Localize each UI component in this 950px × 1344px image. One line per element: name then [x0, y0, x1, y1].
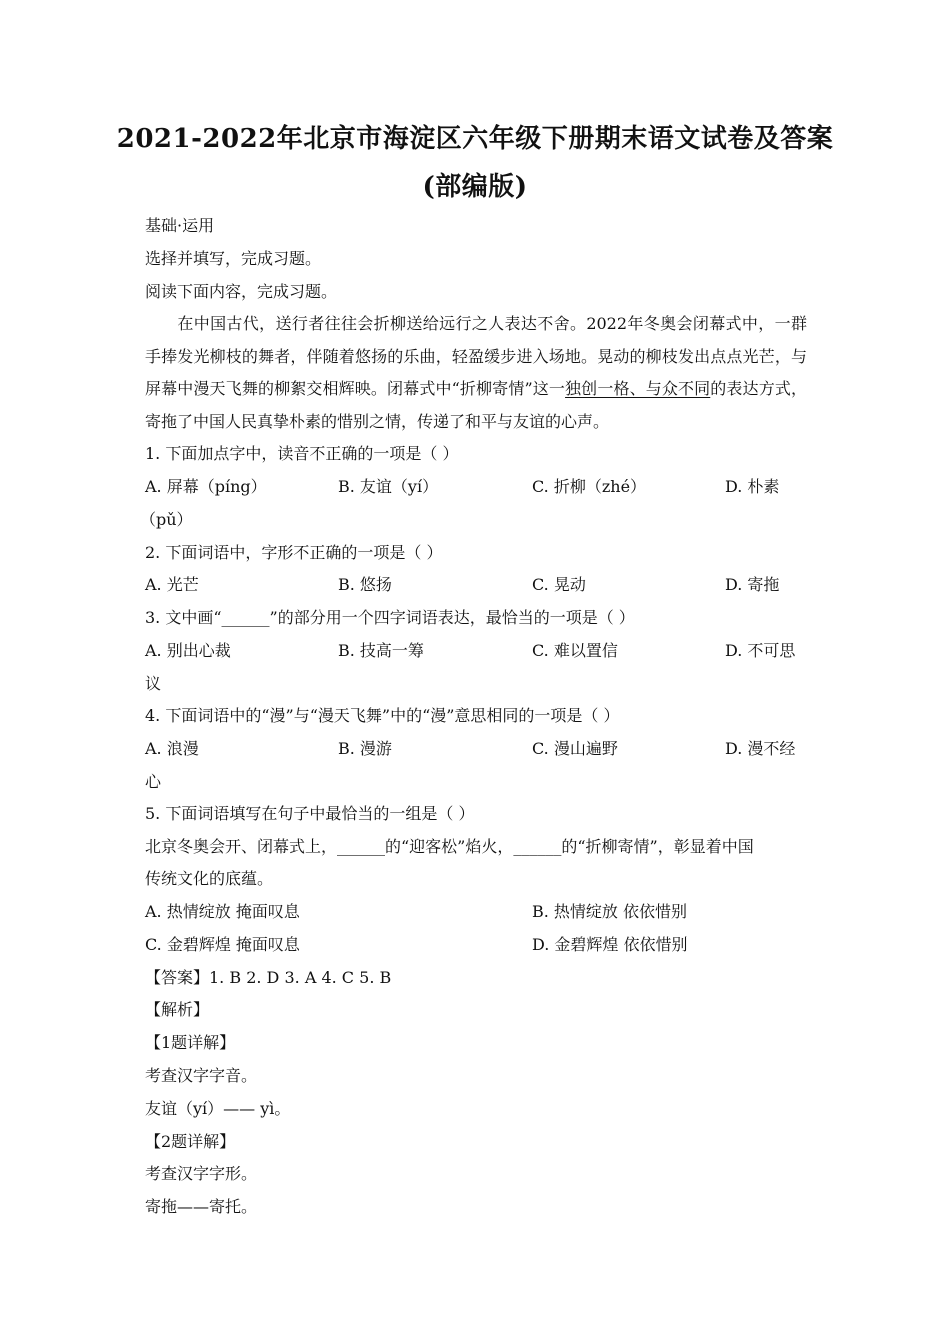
detail-1-correction: 友谊（yí）—— yì。	[145, 1099, 291, 1118]
analysis-heading: 【解析】	[145, 1000, 210, 1019]
question-4-option-b: B. 漫游	[338, 739, 392, 758]
question-5-option-c: C. 金碧辉煌 掩面叹息	[145, 935, 300, 954]
question-1-option-d: D. 朴素	[725, 477, 780, 496]
question-4-option-c: C. 漫山遍野	[532, 739, 618, 758]
question-4-option-d-continued: 心	[145, 772, 162, 791]
question-4-option-a: A. 浪漫	[145, 739, 199, 758]
question-1-stem: 1. 下面加点字中，读音不正确的一项是（ ）	[145, 444, 459, 463]
question-2-option-a: A. 光芒	[145, 575, 199, 594]
question-3-stem: 3. 文中画“______”的部分用一个四字词语表达，最恰当的一项是（ ）	[145, 608, 635, 627]
question-5-option-d: D. 金碧辉煌 依依惜别	[532, 935, 688, 954]
passage-text: 在中国古代，送行者往往会折柳送给远行之人表达不舍。2022年冬奥会闭幕式中，一群手捧发光柳枝的舞者，伴随着悠扬的乐曲，轻盈缓步进入场地。晃动的柳枝发出点点光芒，与屏幕中漫天飞舞的柳絮交相辉映。闭幕式中“折柳寄情”这一	[145, 314, 807, 398]
instruction-1: 选择并填写，完成习题。	[145, 249, 322, 268]
question-5-sentence: 北京冬奥会开、闭幕式上，______的“迎客松”焰火，______的“折柳寄情”，彰显着中国	[145, 837, 754, 856]
question-2-option-b: B. 悠扬	[338, 575, 392, 594]
question-3-option-b: B. 技高一筹	[338, 641, 424, 660]
question-1-option-b: B. 友谊（yí）	[338, 477, 439, 496]
question-4-option-d: D. 漫不经	[725, 739, 796, 758]
question-3-option-a: A. 别出心裁	[145, 641, 231, 660]
detail-2-correction: 寄拖——寄托。	[145, 1197, 258, 1216]
passage-text-end: 的表达方式，寄拖了中国人民真挚朴素的惜别之情，传递了和平与友谊的心声。	[145, 379, 807, 431]
reading-passage	[145, 308, 807, 438]
document-title: 2021-2022年北京市海淀区六年级下册期末语文试卷及答案	[116, 124, 834, 154]
section-heading: 基础·运用	[145, 216, 215, 235]
instruction-2: 阅读下面内容，完成习题。	[145, 282, 338, 301]
question-5-sentence-end: 传统文化的底蕴。	[145, 869, 274, 888]
question-5-option-a: A. 热情绽放 掩面叹息	[145, 902, 300, 921]
question-4-stem: 4. 下面词语中的“漫”与“漫天飞舞”中的“漫”意思相同的一项是（ ）	[145, 706, 620, 725]
detail-1-text: 考查汉字字音。	[145, 1066, 258, 1085]
detail-2-heading: 【2题详解】	[145, 1132, 236, 1151]
detail-2-text: 考查汉字字形。	[145, 1164, 258, 1183]
question-1-option-c: C. 折柳（zhé）	[532, 477, 647, 496]
question-1-option-a: A. 屏幕（píng）	[145, 477, 267, 496]
question-2-stem: 2. 下面词语中，字形不正确的一项是（ ）	[145, 543, 443, 562]
question-3-option-d: D. 不可思	[725, 641, 796, 660]
question-1-option-d-continued: （pǔ）	[140, 510, 193, 529]
question-2-option-d: D. 寄拖	[725, 575, 780, 594]
question-2-option-c: C. 晃动	[532, 575, 586, 594]
question-3-option-d-continued: 议	[145, 674, 162, 693]
document-subtitle: (部编版)	[422, 172, 528, 202]
detail-1-heading: 【1题详解】	[145, 1033, 236, 1052]
question-5-option-b: B. 热情绽放 依依惜别	[532, 902, 688, 921]
question-3-option-c: C. 难以置信	[532, 641, 618, 660]
passage-underlined-phrase: 独创一格、与众不同	[565, 379, 711, 398]
question-5-stem: 5. 下面词语填写在句子中最恰当的一组是（ ）	[145, 804, 475, 823]
answer-key: 【答案】1. B 2. D 3. A 4. C 5. B	[145, 968, 392, 987]
